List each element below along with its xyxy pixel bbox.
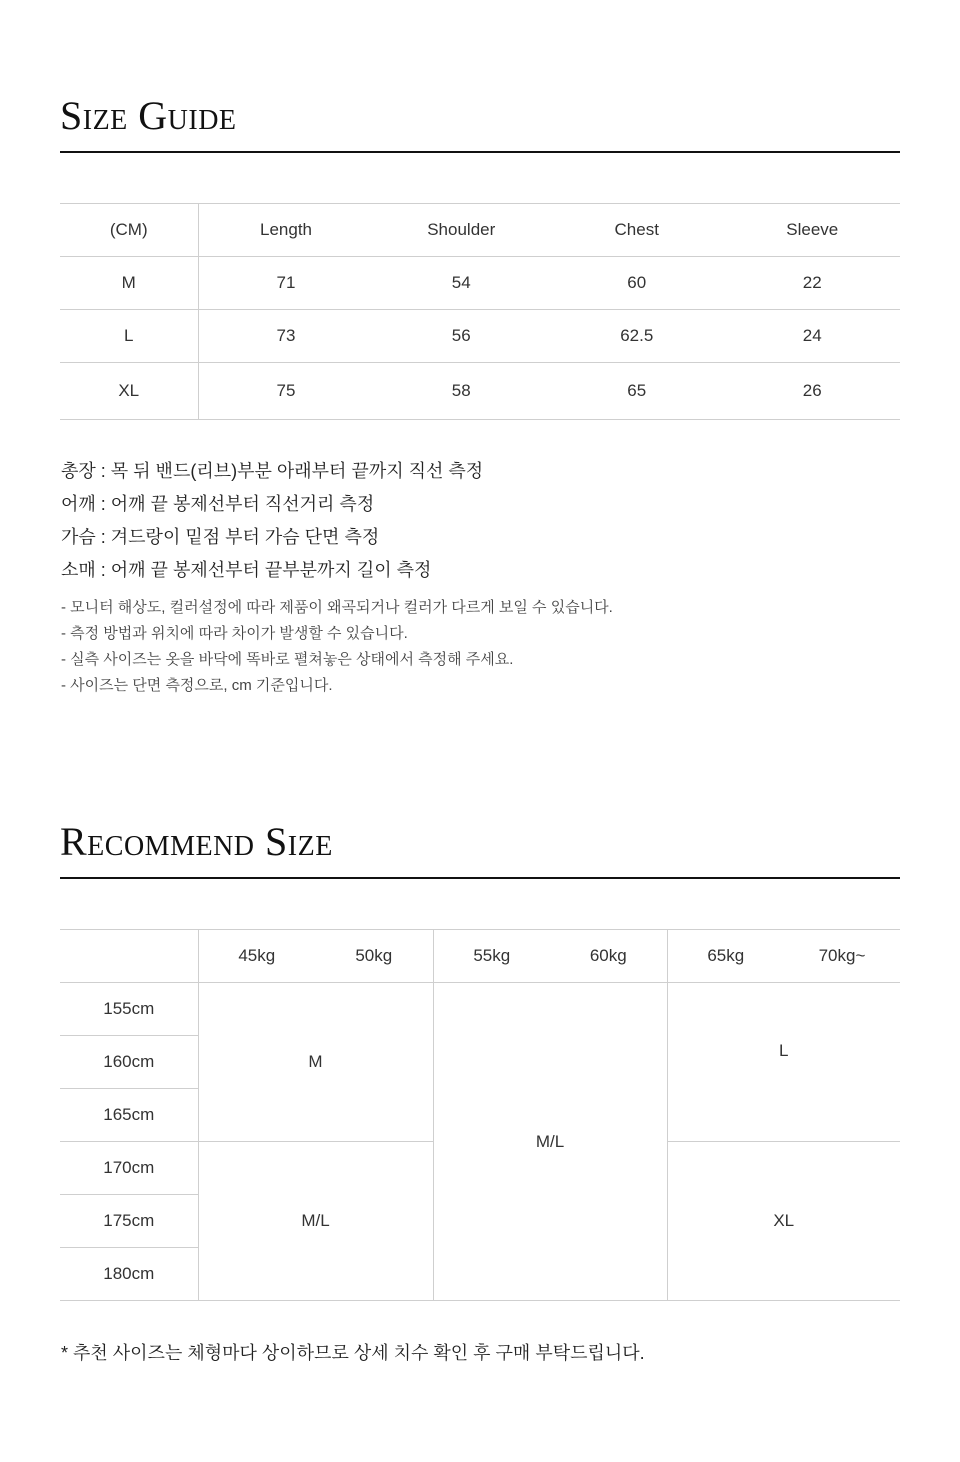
shoulder-header: Shoulder — [374, 204, 550, 257]
size-label: L — [60, 310, 198, 363]
sleeve-value: 22 — [725, 257, 901, 310]
height-label: 160cm — [60, 1036, 198, 1089]
sleeve-value: 24 — [725, 310, 901, 363]
height-label: 165cm — [60, 1089, 198, 1142]
chest-value: 60 — [549, 257, 725, 310]
disclaimer-list — [61, 595, 613, 699]
size-label: XL — [60, 363, 198, 420]
list-item: - 모니터 해상도, 컬러설정에 따라 제품이 왜곡되거나 컬러가 다르게 보일 수 있습니다. — [61, 599, 613, 616]
shoulder-value: 58 — [374, 363, 550, 420]
measurement-notes — [61, 455, 483, 587]
size-label: M — [60, 257, 198, 310]
list-item: - 측정 방법과 위치에 따라 차이가 발생할 수 있습니다. — [61, 625, 408, 642]
table-row — [60, 983, 900, 1036]
recommend-cell-ml-lower: M/L — [198, 1142, 433, 1301]
recommend-size-divider — [60, 877, 900, 879]
length-value: 75 — [198, 363, 374, 420]
height-label: 175cm — [60, 1195, 198, 1248]
weight-header: 60kg — [550, 930, 667, 983]
size-table-header-row — [60, 204, 900, 257]
table-row — [60, 363, 900, 420]
chest-value: 62.5 — [549, 310, 725, 363]
shoulder-value: 54 — [374, 257, 550, 310]
corner-cell — [60, 930, 198, 983]
length-value: 73 — [198, 310, 374, 363]
sleeve-value: 26 — [725, 363, 901, 420]
weight-header: 65kg — [667, 930, 784, 983]
table-row — [60, 257, 900, 310]
size-guide-table — [60, 203, 900, 420]
recommend-cell-m: M — [198, 983, 433, 1142]
length-header: Length — [198, 204, 374, 257]
sleeve-header: Sleeve — [725, 204, 901, 257]
unit-header: (CM) — [60, 204, 198, 257]
recommend-size-table — [60, 929, 900, 1301]
note-chest: 가슴 : 겨드랑이 밑점 부터 가슴 단면 측정 — [61, 527, 380, 547]
shoulder-value: 56 — [374, 310, 550, 363]
weight-header-row — [60, 930, 900, 983]
weight-header: 50kg — [315, 930, 433, 983]
recommend-size-title: Recommend Size — [60, 819, 333, 864]
note-shoulder: 어깨 : 어깨 끝 봉제선부터 직선거리 측정 — [61, 494, 375, 514]
note-sleeve: 소매 : 어깨 끝 봉제선부터 끝부분까지 길이 측정 — [61, 560, 432, 580]
recommend-footnote: * 추천 사이즈는 체형마다 상이하므로 상세 치수 확인 후 구매 부탁드립니다. — [61, 1343, 645, 1363]
size-guide-title: Size Guide — [60, 93, 237, 138]
table-row — [60, 310, 900, 363]
weight-header: 70kg~ — [784, 930, 900, 983]
chest-value: 65 — [549, 363, 725, 420]
note-length: 총장 : 목 뒤 밴드(리브)부분 아래부터 끝까지 직선 측정 — [61, 461, 484, 481]
list-item: - 사이즈는 단면 측정으로, cm 기준입니다. — [61, 677, 333, 694]
chest-header: Chest — [549, 204, 725, 257]
height-label: 180cm — [60, 1248, 198, 1301]
recommend-cell-xl: XL — [667, 1142, 900, 1301]
length-value: 71 — [198, 257, 374, 310]
recommend-cell-ml-center: M/L — [433, 983, 667, 1301]
weight-header: 55kg — [433, 930, 550, 983]
height-label: 170cm — [60, 1142, 198, 1195]
height-label: 155cm — [60, 983, 198, 1036]
recommend-cell-l: L — [667, 983, 900, 1142]
weight-header: 45kg — [198, 930, 315, 983]
size-guide-divider — [60, 151, 900, 153]
list-item: - 실측 사이즈는 옷을 바닥에 똑바로 펼쳐놓은 상태에서 측정해 주세요. — [61, 651, 514, 668]
